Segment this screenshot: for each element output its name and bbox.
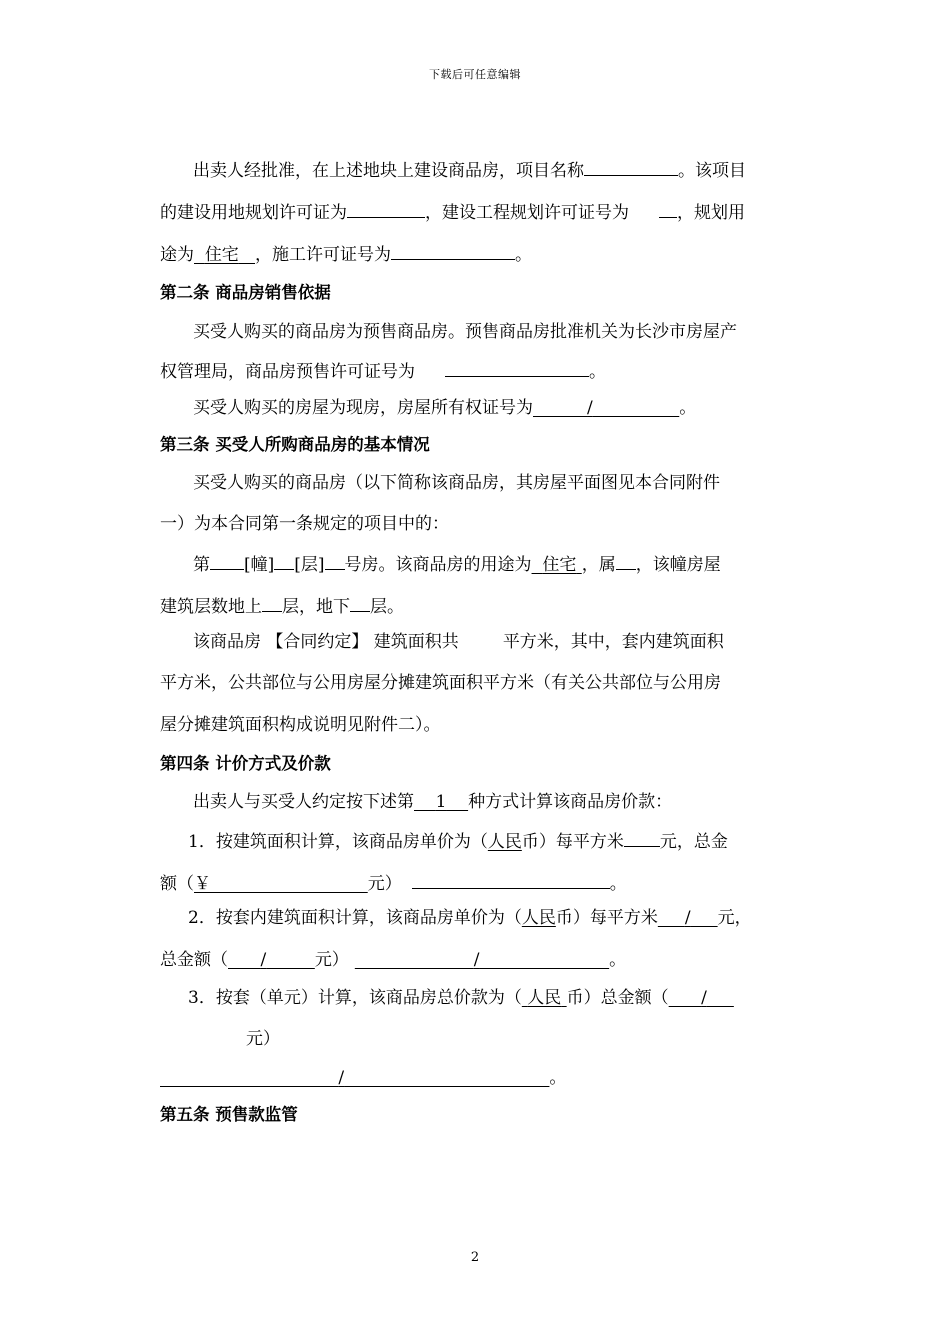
paragraph-project-line-2 [160, 199, 820, 225]
floors-below-blank [350, 593, 370, 612]
text: 第 [193, 555, 210, 575]
total-amount-words-blank [412, 870, 610, 889]
text: 。 [609, 874, 627, 894]
currency-value: 人民 [487, 832, 522, 852]
total-amount-value: / [260, 950, 267, 970]
text: 买受人购买的房屋为现房，房屋所有权证号为 [193, 398, 533, 418]
article-2-line-3 [193, 396, 818, 420]
paragraph-project-line-3 [160, 241, 820, 267]
article-2-heading: 第二条 商品房销售依据 [160, 283, 331, 302]
article-3-line-1: 买受人购买的商品房（以下简称该商品房，其房屋平面图见本合同附件 [193, 473, 720, 493]
article-3-line-3 [193, 551, 818, 577]
construction-permit-blank [391, 241, 515, 260]
text: ，建设工程规划许可证号为 [425, 203, 629, 223]
method-2-line-1 [188, 906, 848, 930]
text: 建筑层数地上 [160, 597, 262, 617]
text: [层] [294, 555, 325, 575]
text: 的建设用地规划许可证为 [160, 203, 347, 223]
text: 种方式计算该商品房价款： [468, 792, 673, 812]
unit-price-blank [624, 828, 660, 847]
text: 。该项目 [678, 161, 746, 181]
method-choice-value: 1 [435, 792, 447, 812]
unit-use-value: 住宅 [542, 555, 577, 575]
text: ，该幢房屋 [635, 555, 721, 575]
text: 。 [679, 398, 697, 418]
text: 出卖人经批准，在上述地块上建设商品房，项目名称 [193, 161, 584, 181]
method-1-line-2 [160, 870, 820, 896]
article-3-line-7: 屋分摊建筑面积构成说明见附件二）。 [160, 715, 441, 735]
text: 元， [717, 908, 752, 928]
text: 。 [549, 1068, 567, 1088]
text: 2．按套内建筑面积计算，该商品房单价为（ [188, 908, 522, 928]
article-4-heading: 第四条 计价方式及价款 [160, 754, 331, 773]
project-name-blank [584, 157, 678, 176]
floor-blank [274, 551, 294, 570]
article-5-heading: 第五条 预售款监管 [160, 1105, 298, 1124]
text: 。 [589, 362, 606, 382]
text: 层，地下 [282, 597, 350, 617]
article-2-line-2 [160, 358, 820, 384]
currency-value: 人民 [521, 908, 556, 928]
method-2-line-2 [160, 948, 820, 972]
article-3-line-6: 平方米，公共部位与公用房屋分摊建筑面积平方米（有关公共部位与公用房 [160, 673, 721, 693]
article-3-line-2: 一）为本合同第一条规定的项目中的： [160, 514, 449, 534]
planned-use-value: 住宅 [204, 245, 239, 265]
text: 出卖人与买受人约定按下述第 [193, 792, 414, 812]
presale-permit-blank [445, 358, 589, 377]
text: 总金额（ [160, 950, 228, 970]
building-blank [210, 551, 244, 570]
text: 币）总金额（ [566, 988, 669, 1008]
land-permit-blank [347, 199, 425, 218]
text: 权管理局，商品房预售许可证号为 [160, 362, 415, 382]
ownership-cert-value: / [587, 398, 593, 418]
text: 额（ [160, 874, 194, 894]
unit-price-value: / [684, 908, 691, 928]
text: 3．按套（单元）计算，该商品房总价款为（ [188, 988, 522, 1008]
article-3-heading: 第三条 买受人所购商品房的基本情况 [160, 435, 430, 454]
method-3-line-2: 元） [246, 1029, 280, 1049]
article-2-line-1: 买受人购买的商品房为预售商品房。预售商品房批准机关为长沙市房屋产 [193, 322, 737, 342]
text: 。 [515, 245, 533, 265]
text: 币）每平方米 [521, 832, 624, 852]
text: 。 [609, 950, 627, 970]
type-blank [616, 551, 636, 570]
text: 币）每平方米 [555, 908, 658, 928]
total-price-words-value: / [338, 1068, 345, 1088]
text: 号房。该商品房的用途为 [344, 555, 532, 575]
paragraph-project-line-1 [193, 157, 818, 183]
currency-value: 人民 [527, 988, 562, 1008]
article-3-line-4 [160, 593, 820, 619]
total-amount-numeric: ￥ [194, 874, 211, 894]
text: 该商品房 【合同约定】 建筑面积共 [193, 632, 459, 652]
text: ，规划用 [677, 203, 745, 223]
room-blank [325, 551, 345, 570]
method-3-line-1 [188, 986, 848, 1010]
text: 途为 [160, 245, 194, 265]
text: 1．按建筑面积计算，该商品房单价为（ [188, 832, 488, 852]
article-4-intro [193, 790, 818, 814]
engineering-permit-blank [659, 199, 677, 218]
text: 层。 [370, 597, 404, 617]
text: 元） [367, 874, 402, 894]
method-1-line-1 [188, 828, 848, 854]
text: 元） [314, 950, 349, 970]
floors-above-blank [262, 593, 282, 612]
page-number: 2 [470, 1250, 480, 1265]
text: 平方米，其中，套内建筑面积 [502, 632, 724, 652]
method-3-line-3 [160, 1066, 820, 1090]
total-price-value: / [701, 988, 707, 1008]
total-amount-words-value: / [473, 950, 480, 970]
page-header: 下载后可任意编辑 [429, 68, 521, 81]
article-3-line-5 [193, 630, 818, 654]
text: ，属 [581, 555, 616, 575]
text: [幢] [244, 555, 275, 575]
text: 元，总金 [659, 832, 728, 852]
text: ，施工许可证号为 [255, 245, 392, 265]
